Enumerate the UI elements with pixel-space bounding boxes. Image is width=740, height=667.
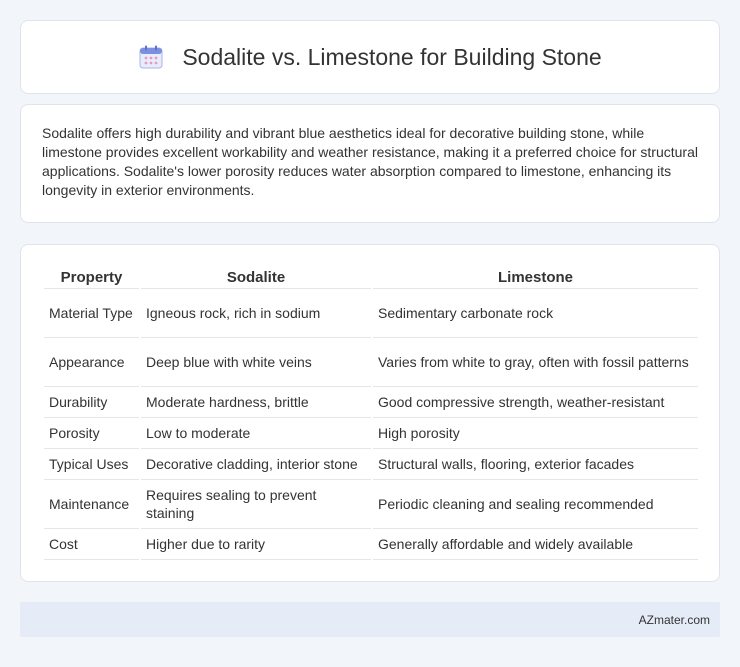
comparison-table — [42, 265, 700, 560]
row-limestone: Good compressive strength, weather-resistant — [373, 387, 698, 418]
row-sodalite: Moderate hardness, brittle — [141, 387, 371, 418]
row-sodalite: Igneous rock, rich in sodium — [141, 289, 371, 338]
table-row — [44, 449, 698, 480]
header-property: Property — [44, 265, 139, 289]
row-property: Durability — [44, 387, 139, 418]
table-header-row — [44, 265, 698, 289]
row-sodalite: Decorative cladding, interior stone — [141, 449, 371, 480]
comparison-table-card — [20, 244, 720, 582]
table-row — [44, 480, 698, 529]
row-limestone: Generally affordable and widely available — [373, 529, 698, 560]
header-limestone: Limestone — [373, 265, 698, 289]
table-row — [44, 529, 698, 560]
row-limestone: High porosity — [373, 418, 698, 449]
row-sodalite: Low to moderate — [141, 418, 371, 449]
footer-bar — [20, 602, 720, 637]
title-card — [20, 20, 720, 94]
table-row — [44, 289, 698, 338]
table-row — [44, 338, 698, 387]
row-limestone: Sedimentary carbonate rock — [373, 289, 698, 338]
row-property: Material Type — [44, 289, 139, 338]
title-row — [138, 44, 601, 71]
row-sodalite: Deep blue with white veins — [141, 338, 371, 387]
summary-card — [20, 104, 720, 223]
row-sodalite: Requires sealing to prevent staining — [141, 480, 371, 529]
row-property: Porosity — [44, 418, 139, 449]
row-limestone: Varies from white to gray, often with fossil patterns — [373, 338, 698, 387]
row-limestone: Periodic cleaning and sealing recommended — [373, 480, 698, 529]
header-sodalite: Sodalite — [141, 265, 371, 289]
table-row — [44, 418, 698, 449]
footer-brand: AZmater.com — [638, 612, 710, 627]
calendar-icon — [138, 44, 164, 70]
summary-text: Sodalite offers high durability and vibrant blue aesthetics ideal for decorative building stone, while limestone provides excellent workability and weather resistance, making it a preferred choice for structural applications. Sodalite's lower porosity reduces water absorption compared to limestone, enhancing its longevity in exterior environments. — [42, 125, 698, 198]
row-property: Maintenance — [44, 480, 139, 529]
row-sodalite: Higher due to rarity — [141, 529, 371, 560]
row-limestone: Structural walls, flooring, exterior facades — [373, 449, 698, 480]
row-property: Appearance — [44, 338, 139, 387]
row-property: Typical Uses — [44, 449, 139, 480]
table-row — [44, 387, 698, 418]
page-title: Sodalite vs. Limestone for Building Stone — [182, 43, 602, 70]
row-property: Cost — [44, 529, 139, 560]
